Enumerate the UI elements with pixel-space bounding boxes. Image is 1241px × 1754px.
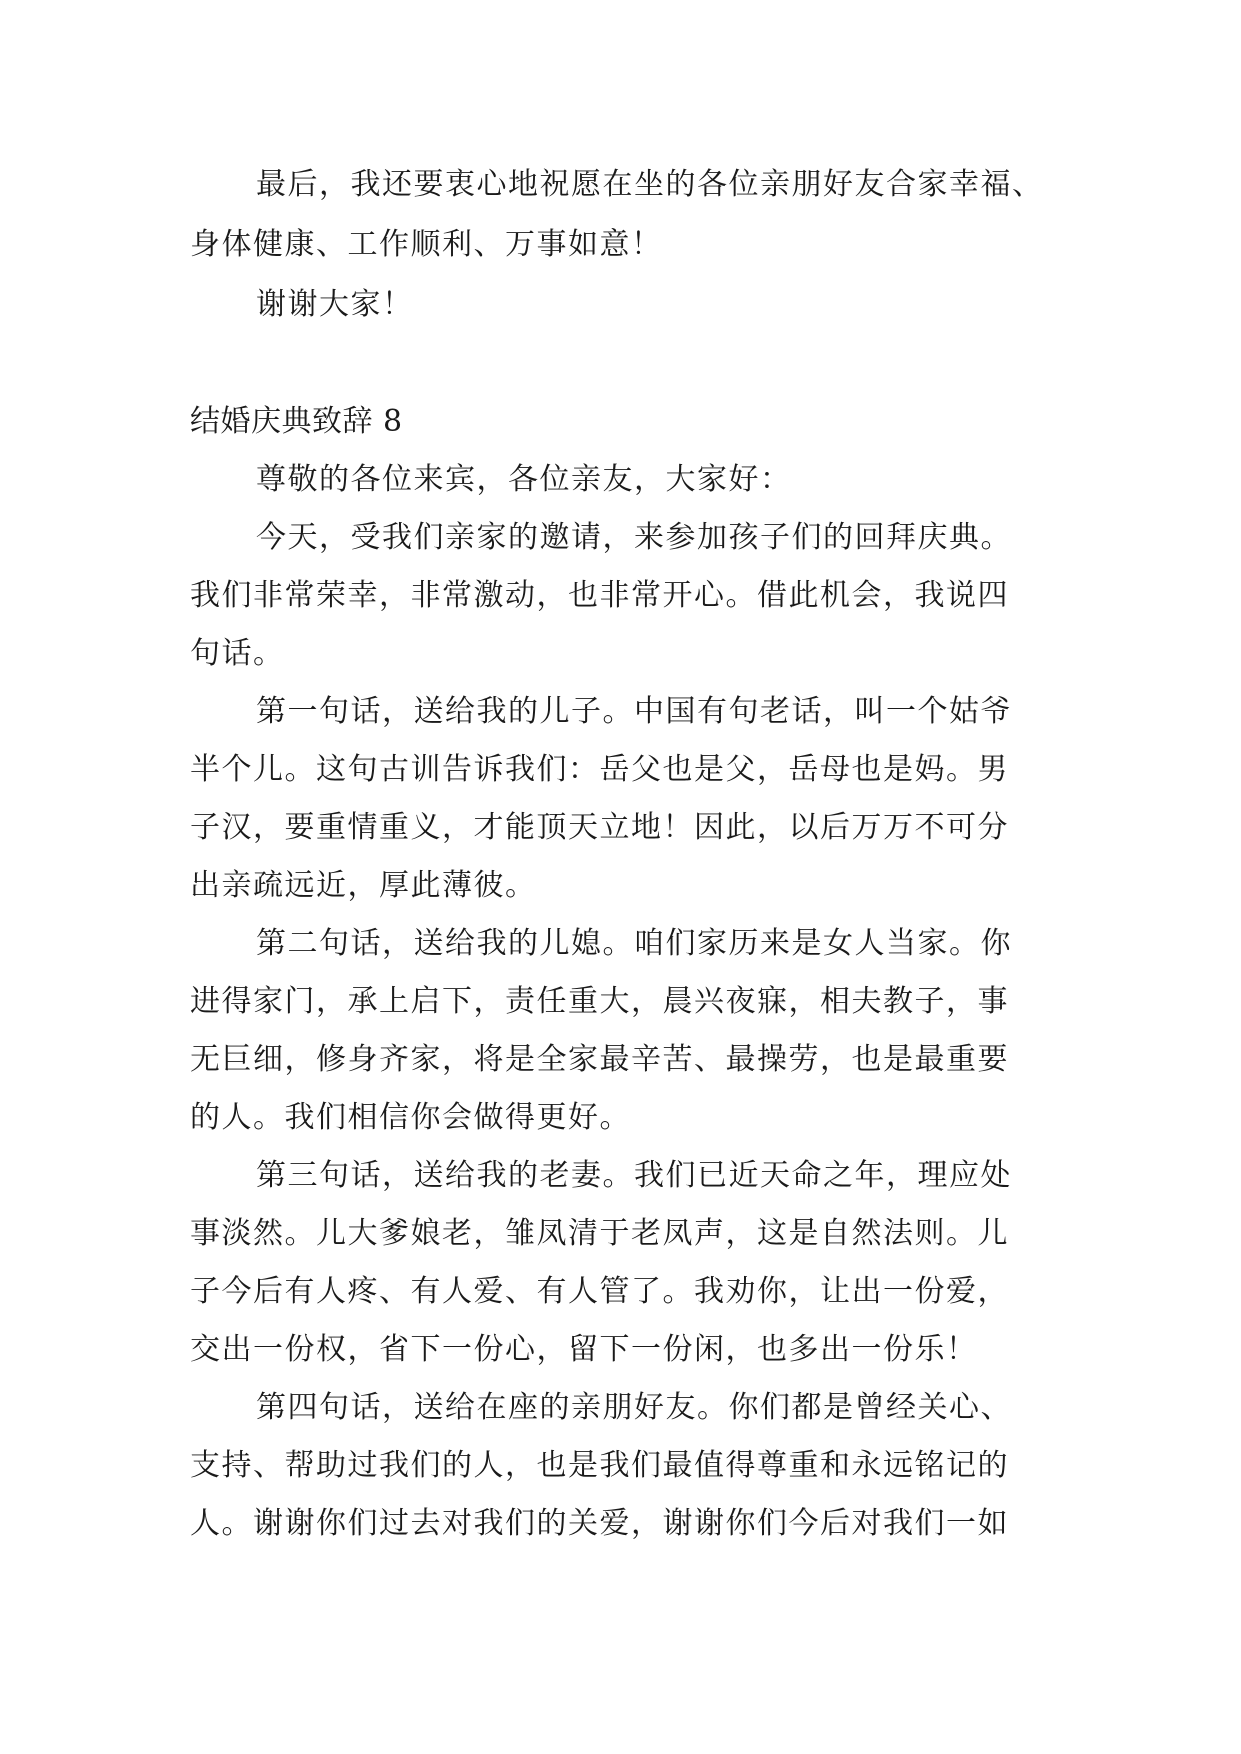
paragraph-line: 支持、帮助过我们的人，也是我们最值得尊重和永远铭记的	[190, 1448, 1009, 1483]
paragraph-line: 事淡然。儿大爹娘老，雏凤清于老凤声，这是自然法则。儿	[190, 1216, 1009, 1251]
paragraph-line: 人。谢谢你们过去对我们的关爱，谢谢你们今后对我们一如	[190, 1506, 1009, 1541]
paragraph-line: 谢谢大家！	[256, 287, 414, 322]
paragraph-line: 交出一份权，省下一份心，留下一份闲，也多出一份乐！	[190, 1332, 978, 1367]
paragraph-line: 子今后有人疼、有人爱、有人管了。我劝你，让出一份爱，	[190, 1274, 1009, 1309]
paragraph-line: 身体健康、工作顺利、万事如意！	[190, 227, 663, 262]
paragraph-line: 子汉，要重情重义，才能顶天立地！因此，以后万万不可分	[190, 810, 1009, 845]
paragraph-line: 句话。	[190, 636, 285, 671]
paragraph-line: 最后，我还要衷心地祝愿在坐的各位亲朋好友合家幸福、	[256, 167, 1044, 202]
paragraph-line: 我们非常荣幸，非常激动，也非常开心。借此机会，我说四	[190, 578, 1009, 613]
paragraph-line: 今天，受我们亲家的邀请，来参加孩子们的回拜庆典。	[256, 520, 1012, 555]
paragraph-line: 出亲疏远近，厚此薄彼。	[190, 868, 537, 903]
paragraph-line: 进得家门，承上启下，责任重大，晨兴夜寐，相夫教子，事	[190, 984, 1009, 1019]
paragraph-line: 尊敬的各位来宾，各位亲友，大家好：	[256, 462, 792, 497]
paragraph-line: 第三句话，送给我的老妻。我们已近天命之年，理应处	[256, 1158, 1012, 1193]
paragraph-line: 第一句话，送给我的儿子。中国有句老话，叫一个姑爷	[256, 694, 1012, 729]
paragraph-line: 第四句话，送给在座的亲朋好友。你们都是曾经关心、	[256, 1390, 1012, 1425]
paragraph-line: 第二句话，送给我的儿媳。咱们家历来是女人当家。你	[256, 926, 1012, 961]
paragraph-line: 无巨细，修身齐家，将是全家最辛苦、最操劳，也是最重要	[190, 1042, 1009, 1077]
paragraph-line: 的人。我们相信你会做得更好。	[190, 1100, 631, 1135]
section-heading: 结婚庆典致辞 8	[190, 404, 403, 439]
paragraph-line: 半个儿。这句古训告诉我们：岳父也是父，岳母也是妈。男	[190, 752, 1009, 787]
